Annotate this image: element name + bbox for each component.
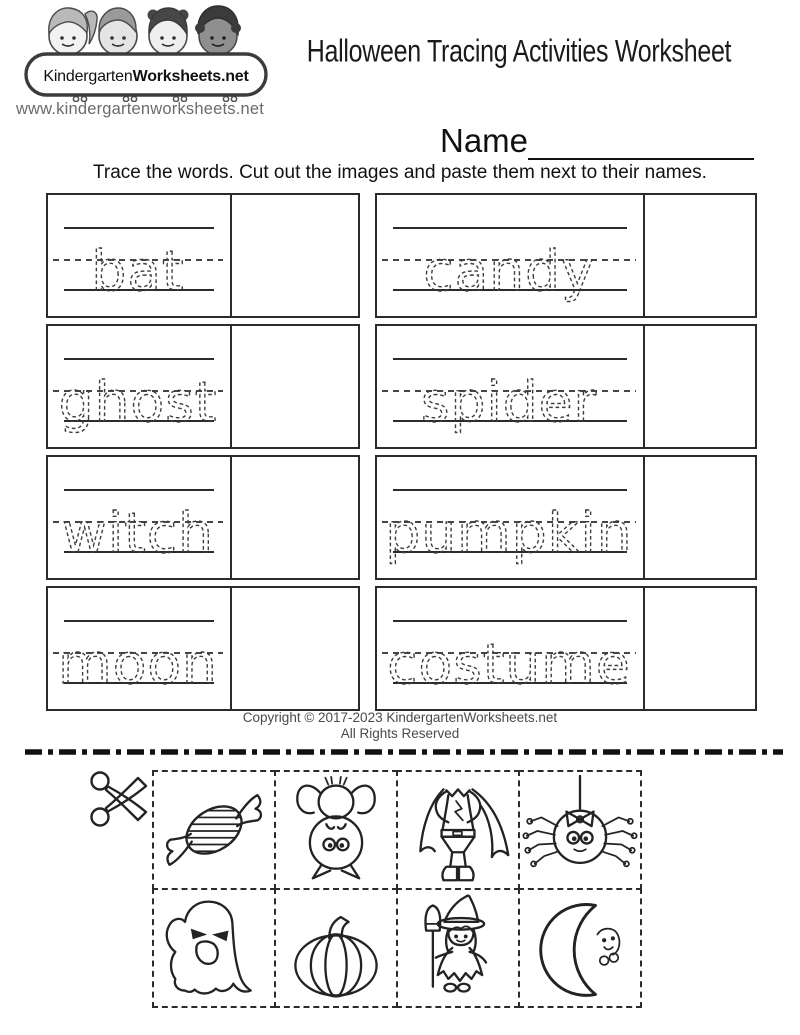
spider-icon — [522, 775, 638, 885]
trace-word-spider: spider — [420, 370, 598, 434]
trace-word-moon: moon — [58, 632, 218, 696]
tracing-word-grid — [46, 193, 757, 717]
cutout-row-1 — [152, 770, 642, 890]
trace-lines-ghost — [48, 326, 228, 447]
candy-icon — [156, 775, 272, 885]
trace-word-costume: costume — [387, 632, 631, 696]
cutout-cell-moon — [518, 888, 642, 1008]
word-box-pumpkin — [375, 455, 757, 580]
logo-brand-text: KindergartenWorksheets.net — [43, 68, 249, 85]
name-label: Name — [440, 122, 529, 159]
trace-area-ghost — [48, 326, 230, 447]
logo-kid-boy-gray — [99, 8, 137, 55]
ghost-icon — [156, 893, 272, 1003]
instructions-text: Trace the words. Cut out the images and paste them next to their names. — [93, 162, 707, 183]
logo-kid-girl-gray — [49, 8, 97, 55]
rights-line: All Rights Reserved — [340, 725, 460, 741]
logo-kid-girl-pigtails — [148, 8, 189, 55]
cutout-cell-candy — [152, 770, 276, 890]
word-row-2 — [46, 324, 757, 449]
scissors-icon — [88, 764, 152, 834]
cutout-cell-ghost — [152, 888, 276, 1008]
word-box-moon — [46, 586, 360, 711]
paste-box-ghost — [230, 326, 358, 447]
paste-box-costume — [643, 588, 755, 709]
pumpkin-icon — [278, 893, 394, 1003]
cutout-cell-pumpkin — [274, 888, 398, 1008]
name-field — [440, 122, 754, 160]
trace-word-pumpkin: pumpkin — [385, 501, 633, 565]
trace-lines-moon — [48, 588, 228, 709]
word-row-4 — [46, 586, 757, 711]
cut-dash-line — [25, 748, 783, 756]
word-box-bat — [46, 193, 360, 318]
cutout-cell-costume — [396, 770, 520, 890]
trace-area-bat — [48, 195, 230, 316]
paste-box-moon — [230, 588, 358, 709]
cutout-row-2 — [152, 890, 642, 1008]
trace-word-candy: candy — [423, 239, 595, 303]
trace-word-witch: witch — [62, 501, 214, 565]
cutout-cell-witch — [396, 888, 520, 1008]
copyright-text — [0, 710, 800, 741]
paste-box-bat — [230, 195, 358, 316]
page-title: Halloween Tracing Activities Worksheet — [306, 34, 732, 69]
trace-area-costume — [377, 588, 643, 709]
copyright-line: Copyright © 2017-2023 KindergartenWorksheets.net — [242, 710, 558, 725]
trace-lines-witch — [48, 457, 228, 578]
bat-icon — [278, 775, 394, 885]
kindergartenworksheets-logo — [2, 4, 274, 102]
trace-area-moon — [48, 588, 230, 709]
cutout-cell-spider — [518, 770, 642, 890]
word-box-spider — [375, 324, 757, 449]
trace-area-witch — [48, 457, 230, 578]
word-box-candy — [375, 193, 757, 318]
trace-lines-spider — [377, 326, 641, 447]
trace-word-ghost: ghost — [58, 370, 218, 434]
word-row-3 — [46, 455, 757, 580]
paste-box-spider — [643, 326, 755, 447]
trace-lines-costume — [377, 588, 641, 709]
cutout-cell-bat — [274, 770, 398, 890]
paste-box-pumpkin — [643, 457, 755, 578]
trace-area-candy — [377, 195, 643, 316]
paste-box-candy — [643, 195, 755, 316]
trace-word-bat: bat — [91, 239, 185, 303]
trace-lines-bat — [48, 195, 228, 316]
word-box-ghost — [46, 324, 360, 449]
logo-website-url: www.kindergartenworksheets.net — [15, 100, 265, 118]
word-box-costume — [375, 586, 757, 711]
cutout-image-grid — [152, 770, 642, 1008]
paste-box-witch — [230, 457, 358, 578]
word-row-1 — [46, 193, 757, 318]
trace-area-spider — [377, 326, 643, 447]
logo-kid-boy-dark — [195, 6, 241, 55]
trace-area-pumpkin — [377, 457, 643, 578]
costume-icon — [400, 775, 516, 885]
witch-icon — [400, 893, 516, 1003]
trace-lines-candy — [377, 195, 641, 316]
moon-icon — [522, 893, 638, 1003]
word-box-witch — [46, 455, 360, 580]
trace-lines-pumpkin — [377, 457, 641, 578]
name-blank-line — [528, 128, 754, 160]
